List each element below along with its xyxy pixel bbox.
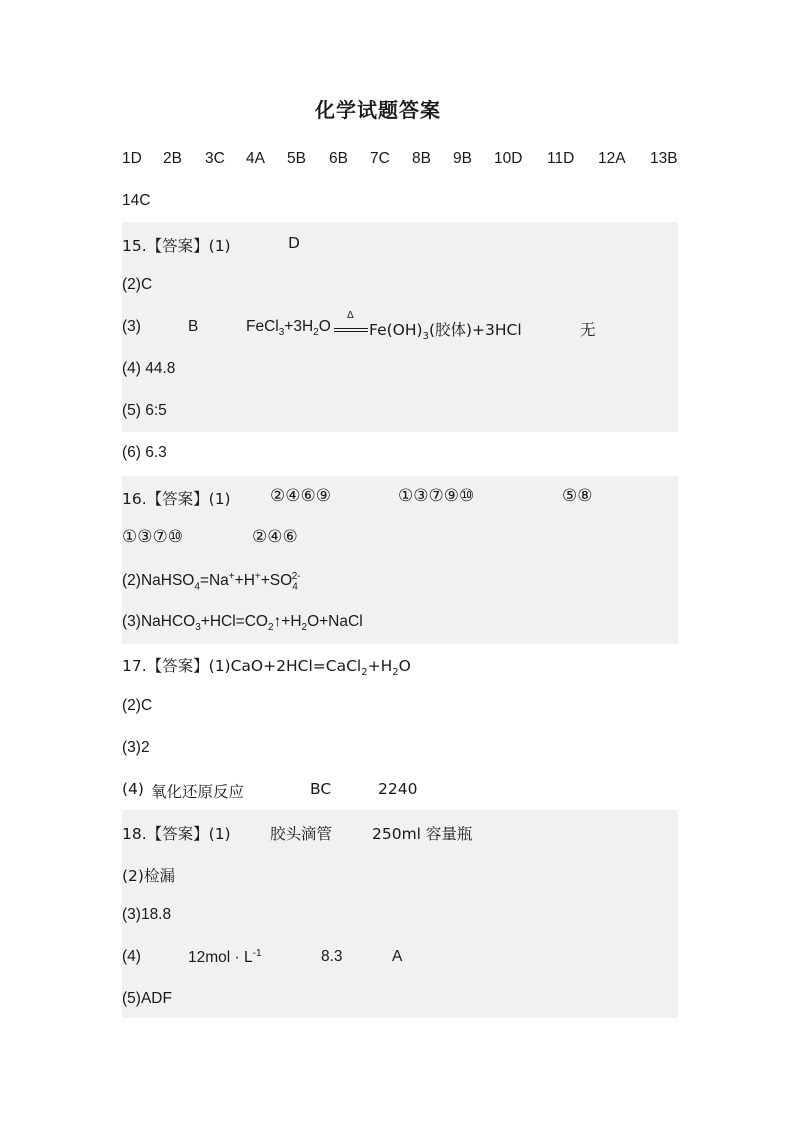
q18-head: 18.【答案】(1): [122, 825, 231, 843]
q17-line-4: [122, 780, 522, 800]
text: O: [398, 657, 411, 675]
eq-h: +3H: [284, 318, 314, 335]
sup: -1: [252, 948, 262, 959]
q18-part-4-label: (4): [122, 948, 141, 965]
q15-head: 15.【答案】(1): [122, 237, 231, 255]
text: =Na: [199, 572, 229, 590]
text: ↑+H: [273, 613, 302, 630]
q15-part-6: (6) 6.3: [122, 444, 167, 461]
q15-line-1: [122, 234, 422, 254]
mc-answer-14: 14C: [122, 192, 151, 209]
eq-fecl: FeCl: [246, 318, 279, 335]
q18-part-3: (3)18.8: [122, 906, 172, 923]
q17-part-4-answer-a: 氧化还原反应: [151, 783, 245, 801]
text: (2)NaHSO: [122, 572, 195, 590]
eq-feoh: Fe(OH): [369, 321, 423, 339]
mc-item: 12A: [598, 150, 626, 167]
text: +H: [234, 572, 255, 590]
q15-part-3-label: (3): [122, 318, 141, 335]
q15-answer-1: D: [288, 234, 300, 252]
sub: 2: [267, 622, 274, 634]
text: O+NaCl: [307, 613, 363, 630]
q15-part-5: (5) 6:5: [122, 402, 167, 419]
text: +HCl=CO: [200, 613, 268, 630]
mc-item: 5B: [287, 150, 306, 167]
mc-answers: [122, 150, 722, 170]
sub: 3: [195, 622, 201, 634]
eq-o: O: [318, 318, 331, 335]
mc-item: 2B: [163, 150, 182, 167]
q16-answer-5: ②④⑥: [252, 527, 298, 547]
q17-line-1: [122, 654, 411, 678]
delta-symbol: Δ: [347, 310, 354, 321]
mc-item: 3C: [205, 150, 225, 167]
q16-answer-4: ①③⑦⑩: [122, 527, 183, 547]
q18-part-4-answer-b: 8.3: [321, 948, 343, 965]
equation-bar: [334, 331, 368, 332]
q18-answer-2: 250ml 容量瓶: [372, 825, 473, 843]
q15-line-3: [122, 310, 662, 343]
q18-part-2: (2)检漏: [122, 867, 175, 885]
eq-sub: 3: [422, 331, 429, 343]
equation-bar: [334, 328, 368, 329]
mc-item: 7C: [370, 150, 390, 167]
q16-line-2: [122, 527, 422, 549]
q16-answer-2: ①③⑦⑨⑩: [398, 486, 475, 506]
page-title: 化学试题答案: [315, 98, 441, 122]
mc-item: 8B: [412, 150, 431, 167]
text: +H: [367, 657, 393, 675]
mc-item: 6B: [329, 150, 348, 167]
mc-item: 11D: [547, 150, 575, 167]
sub: 2: [361, 667, 368, 679]
q17-part-3: (3)2: [122, 739, 150, 756]
q18-line-1: [122, 822, 522, 842]
q18-part-4-answer-a: [188, 948, 262, 967]
text: +SO: [260, 572, 293, 590]
mc-item: 10D: [494, 150, 523, 167]
text: 12mol · L: [188, 949, 253, 967]
q16-answer-1: ②④⑥⑨: [270, 486, 331, 506]
q15-equation-right: [369, 318, 522, 342]
q15-part-3-extra: 无: [580, 321, 596, 339]
q18-part-4-answer-c: A: [392, 948, 403, 965]
eq-sub: 3: [278, 327, 285, 339]
mc-item: 9B: [453, 150, 472, 167]
sup: +: [254, 571, 261, 582]
q18-part-5: (5)ADF: [122, 990, 172, 1007]
q15-equation-left: [246, 318, 331, 338]
q17-part-4-answer-c: 2240: [378, 780, 418, 798]
sup: 2-: [291, 571, 301, 582]
sup: +: [228, 571, 235, 582]
q16-part-2: [122, 571, 301, 592]
q16-line-1: [122, 486, 678, 508]
eq-sub: 2: [313, 327, 319, 339]
q17-part-2: (2)C: [122, 697, 153, 714]
q17-part-4-label: (4): [122, 780, 144, 798]
sub: 4: [194, 581, 200, 593]
text: (3)NaHCO: [122, 613, 196, 630]
text: 17.【答案】(1)CaO+2HCl=CaCl: [122, 657, 362, 675]
q16-head: 16.【答案】(1): [122, 490, 231, 508]
q17-part-4-answer-b: BC: [310, 780, 332, 798]
q18-answer-1: 胶头滴管: [270, 825, 333, 843]
q16-answer-3: ⑤⑧: [562, 486, 593, 506]
q15-part-3-answer: B: [188, 318, 199, 335]
sub: 2: [301, 622, 308, 634]
mc-item: 13B: [650, 150, 678, 167]
q16-part-3: [122, 613, 363, 633]
sub: 4: [292, 581, 298, 593]
q15-part-2: (2)C: [122, 276, 153, 293]
q18-line-4: [122, 948, 442, 968]
eq-products: (胶体)+3HCl: [428, 321, 522, 339]
sub: 2: [392, 667, 399, 679]
mc-item: 4A: [246, 150, 265, 167]
mc-item: 1D: [122, 150, 142, 167]
q15-part-4: (4) 44.8: [122, 360, 176, 377]
